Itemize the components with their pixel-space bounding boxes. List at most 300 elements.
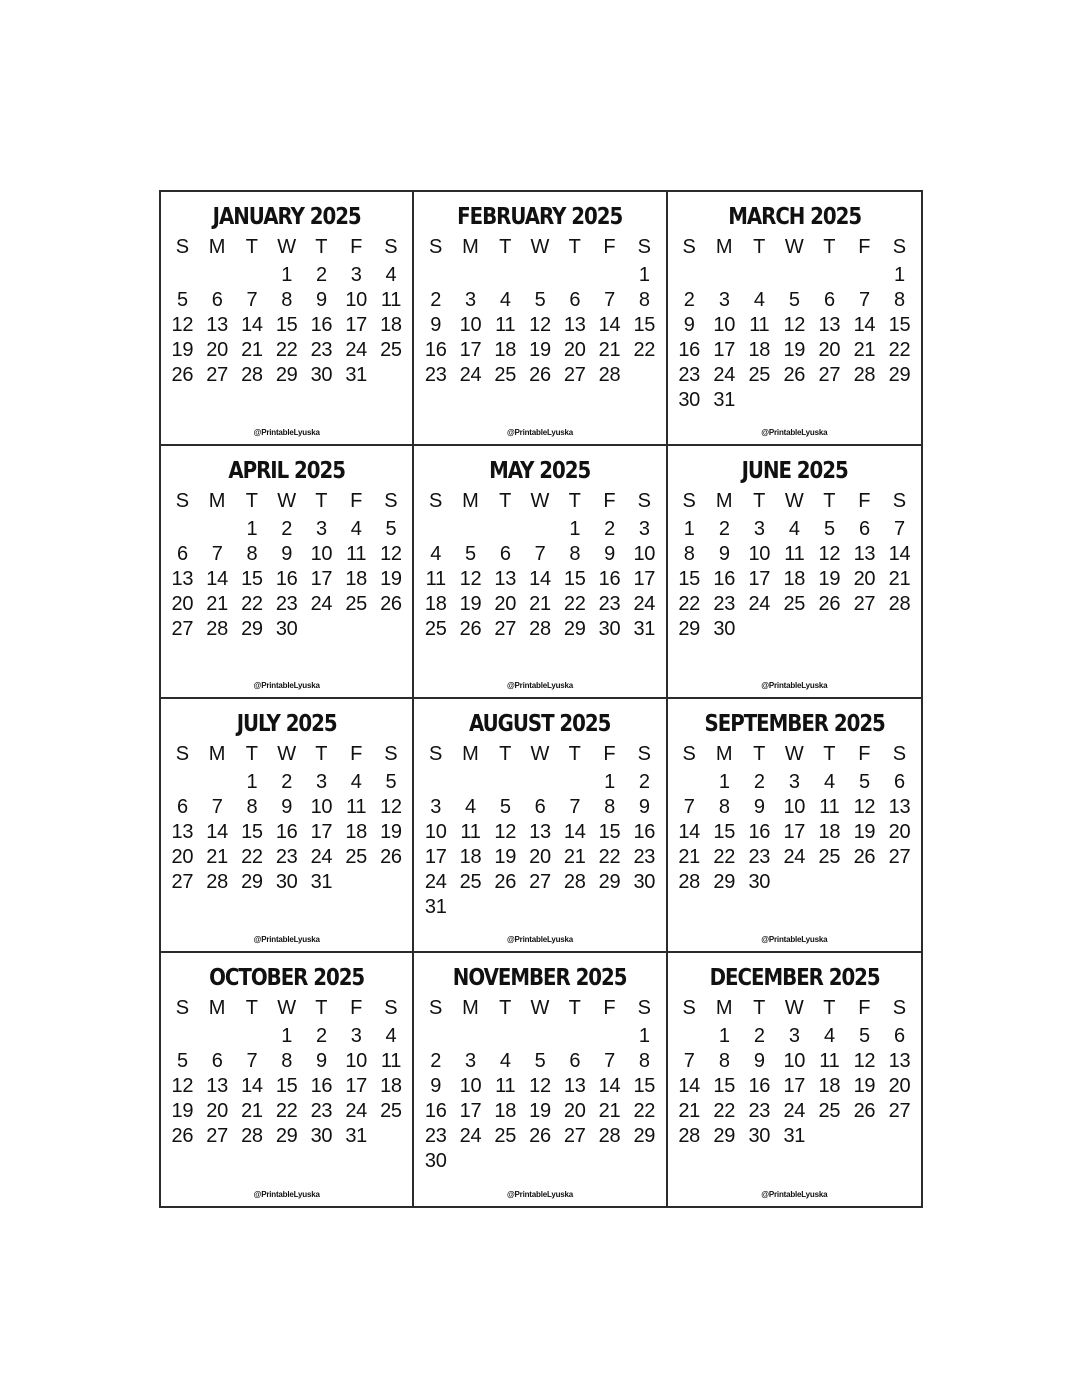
- weekday-label: F: [858, 996, 871, 1019]
- day-number: 25: [494, 364, 517, 386]
- day-number: 15: [241, 567, 263, 590]
- day-number: 23: [748, 846, 771, 868]
- weekday-label: S: [892, 743, 907, 765]
- day-number: 23: [310, 339, 333, 361]
- day-number: 15: [598, 821, 621, 843]
- day-number: 28: [206, 617, 228, 640]
- month-title: AUGUST 2025: [469, 711, 611, 737]
- day-number: 18: [424, 592, 447, 615]
- weekday-label: T: [315, 236, 328, 258]
- day-number: 15: [633, 1074, 656, 1097]
- day-number: 30: [633, 871, 656, 893]
- day-number: 27: [818, 364, 841, 386]
- day-number: 28: [853, 364, 876, 386]
- day-number: 8: [894, 289, 905, 311]
- empty-cell: [523, 1024, 558, 1049]
- day-number: 26: [494, 871, 517, 893]
- weekday-label: F: [603, 743, 616, 765]
- month-title: MARCH 2025: [727, 204, 861, 230]
- day-number: 6: [569, 289, 581, 311]
- day-number: 9: [604, 542, 615, 565]
- day-number: 9: [753, 796, 765, 818]
- day-number: 27: [206, 364, 228, 386]
- empty-cell: [235, 263, 270, 288]
- weekday-label: W: [277, 236, 297, 258]
- weekday-label: S: [429, 236, 443, 258]
- day-number: 22: [633, 339, 656, 361]
- day-number: 19: [529, 339, 551, 361]
- day-number: 29: [275, 1124, 298, 1147]
- day-number: 8: [718, 1049, 730, 1072]
- day-number: 26: [783, 364, 806, 386]
- day-number: 31: [345, 364, 367, 386]
- day-number: 22: [888, 339, 911, 361]
- weekday-label: T: [245, 743, 258, 765]
- day-number: 6: [211, 1049, 223, 1072]
- day-number: 10: [713, 314, 736, 336]
- day-number: 16: [310, 314, 333, 336]
- day-number: 7: [859, 289, 870, 311]
- month-block: [414, 953, 667, 1207]
- month-block: [668, 446, 921, 700]
- day-number: 9: [430, 314, 442, 336]
- credit-text: @PrintableLyuska: [253, 934, 320, 944]
- day-number: 6: [894, 771, 905, 793]
- day-number: 15: [633, 314, 656, 336]
- weekday-label: S: [682, 743, 696, 765]
- day-number: 14: [678, 821, 700, 843]
- weekday-label: T: [245, 236, 258, 258]
- day-number: 16: [275, 567, 298, 590]
- month-block: [414, 446, 667, 700]
- day-number: 17: [459, 1099, 482, 1122]
- day-number: 8: [638, 1049, 650, 1072]
- weekday-label: T: [245, 489, 258, 512]
- day-number: 4: [430, 542, 442, 565]
- day-number: 21: [598, 339, 621, 361]
- weekday-label: S: [892, 489, 907, 512]
- weekday-label: S: [175, 743, 190, 765]
- credit-text: @PrintableLyuska: [253, 427, 320, 437]
- day-number: 18: [459, 846, 482, 868]
- weekday-label: S: [892, 236, 907, 258]
- day-number: 14: [563, 821, 586, 843]
- empty-cell: [200, 263, 235, 288]
- weekday-label: S: [175, 996, 190, 1019]
- day-number: 2: [604, 517, 615, 540]
- day-number: 12: [853, 796, 876, 818]
- day-number: 20: [494, 592, 517, 615]
- day-number: 14: [853, 314, 876, 336]
- month-title: APRIL 2025: [228, 457, 345, 484]
- day-number: 29: [888, 364, 911, 386]
- day-number: 24: [713, 364, 736, 386]
- day-number: 17: [713, 339, 736, 361]
- day-number: 1: [569, 517, 581, 540]
- weekday-label: M: [462, 489, 479, 512]
- day-number: 12: [380, 796, 402, 818]
- day-number: 22: [713, 1099, 736, 1122]
- day-number: 13: [206, 1074, 228, 1097]
- day-number: 9: [718, 542, 730, 565]
- month-block: [668, 192, 921, 446]
- day-number: 25: [380, 339, 402, 361]
- empty-cell: [707, 263, 742, 288]
- empty-cell: [200, 517, 235, 542]
- day-number: 20: [171, 846, 194, 868]
- day-number: 20: [563, 1099, 586, 1122]
- day-number: 9: [281, 542, 293, 565]
- empty-cell: [592, 263, 627, 288]
- month-block: [668, 699, 921, 953]
- month-block: [668, 953, 921, 1207]
- day-number: 14: [529, 567, 551, 590]
- day-number: 28: [678, 871, 700, 893]
- day-number: 28: [563, 871, 586, 893]
- day-number: 27: [171, 617, 194, 640]
- weekday-label: F: [350, 236, 363, 258]
- weekday-label: S: [637, 489, 651, 512]
- day-number: 13: [494, 567, 517, 590]
- month-title: OCTOBER 2025: [209, 964, 365, 991]
- day-number: 24: [783, 846, 806, 868]
- day-number: 21: [241, 339, 263, 361]
- empty-cell: [672, 263, 707, 288]
- day-number: 15: [713, 821, 736, 843]
- day-number: 28: [598, 1124, 621, 1147]
- weekday-label: M: [462, 996, 479, 1019]
- day-number: 20: [818, 339, 841, 361]
- weekday-label: T: [499, 996, 512, 1019]
- day-number: 24: [459, 364, 482, 386]
- weekday-label: W: [784, 743, 804, 765]
- month-title: DECEMBER 2025: [709, 964, 880, 991]
- weekday-label: F: [603, 236, 616, 258]
- day-number: 1: [683, 517, 695, 540]
- empty-cell: [488, 1024, 523, 1049]
- day-number: 3: [350, 1024, 362, 1047]
- empty-cell: [557, 770, 592, 795]
- empty-cell: [165, 263, 200, 288]
- day-number: 12: [171, 314, 194, 336]
- weekday-label: M: [208, 236, 226, 258]
- day-number: 10: [783, 796, 806, 818]
- day-number: 30: [713, 617, 736, 640]
- day-number: 30: [748, 1124, 771, 1147]
- day-number: 30: [598, 617, 621, 640]
- day-number: 19: [171, 339, 194, 361]
- weekday-label: M: [462, 236, 479, 258]
- day-number: 6: [211, 289, 223, 311]
- day-number: 3: [430, 796, 442, 818]
- weekday-label: T: [823, 996, 836, 1019]
- day-number: 8: [683, 542, 695, 565]
- weekday-label: T: [315, 743, 328, 765]
- day-number: 29: [241, 617, 263, 640]
- empty-cell: [453, 1024, 488, 1049]
- day-number: 24: [310, 592, 333, 615]
- day-number: 20: [853, 567, 876, 590]
- day-number: 27: [529, 871, 551, 893]
- empty-cell: [165, 770, 200, 795]
- day-number: 22: [563, 592, 586, 615]
- day-number: 2: [638, 771, 650, 793]
- day-number: 24: [424, 871, 447, 893]
- day-number: 1: [718, 771, 730, 793]
- day-number: 5: [385, 517, 397, 540]
- day-number: 25: [459, 871, 482, 893]
- empty-cell: [165, 1024, 200, 1049]
- day-number: 10: [459, 314, 482, 336]
- day-grid: [672, 232, 917, 413]
- day-number: 26: [459, 617, 482, 640]
- day-number: 18: [494, 339, 517, 361]
- day-number: 21: [241, 1099, 263, 1122]
- day-number: 26: [529, 364, 551, 386]
- day-number: 2: [753, 771, 765, 793]
- day-number: 26: [818, 592, 841, 615]
- day-number: 10: [748, 542, 771, 565]
- day-number: 6: [534, 796, 546, 818]
- day-number: 12: [494, 821, 517, 843]
- day-number: 25: [748, 364, 771, 386]
- month-title: JULY 2025: [236, 711, 337, 737]
- day-number: 1: [246, 771, 258, 793]
- day-number: 27: [888, 1099, 911, 1122]
- weekday-label: S: [637, 743, 651, 765]
- day-number: 19: [853, 821, 876, 843]
- day-number: 3: [465, 289, 476, 311]
- day-number: 2: [316, 1024, 327, 1047]
- month-title: NOVEMBER 2025: [453, 964, 627, 991]
- weekday-label: F: [603, 996, 616, 1019]
- day-number: 12: [853, 1049, 876, 1072]
- weekday-label: M: [208, 489, 226, 512]
- day-number: 18: [783, 567, 806, 590]
- empty-cell: [523, 517, 558, 542]
- credit-text: @PrintableLyuska: [253, 1190, 320, 1199]
- day-number: 10: [345, 289, 367, 311]
- day-number: 18: [345, 821, 367, 843]
- day-number: 5: [534, 289, 546, 311]
- day-number: 20: [206, 339, 228, 361]
- day-number: 5: [823, 517, 835, 540]
- day-number: 7: [211, 796, 223, 818]
- day-number: 4: [499, 289, 511, 311]
- weekday-label: T: [499, 236, 512, 258]
- day-number: 21: [678, 1099, 700, 1122]
- day-number: 3: [788, 771, 800, 793]
- day-number: 20: [171, 592, 194, 615]
- day-number: 17: [783, 821, 806, 843]
- day-number: 11: [495, 1074, 516, 1097]
- day-number: 13: [818, 314, 841, 336]
- day-number: 4: [823, 771, 835, 793]
- month-block: [161, 699, 414, 953]
- day-number: 8: [638, 289, 650, 311]
- day-number: 5: [176, 1049, 188, 1072]
- weekday-label: M: [462, 743, 479, 765]
- day-number: 17: [459, 339, 482, 361]
- day-number: 5: [465, 542, 476, 565]
- day-number: 18: [818, 821, 841, 843]
- day-number: 4: [465, 796, 476, 818]
- weekday-label: M: [208, 743, 226, 765]
- month-block: [161, 192, 414, 446]
- day-number: 15: [241, 821, 263, 843]
- weekday-label: W: [530, 996, 550, 1019]
- empty-cell: [418, 1024, 453, 1049]
- day-number: 31: [633, 617, 656, 640]
- day-number: 8: [281, 1049, 293, 1072]
- day-number: 25: [345, 592, 367, 615]
- weekday-label: S: [429, 489, 443, 512]
- day-number: 22: [678, 592, 700, 615]
- day-number: 12: [529, 1074, 551, 1097]
- weekday-label: T: [753, 996, 766, 1019]
- day-number: 29: [241, 871, 263, 893]
- day-grid: [165, 739, 408, 895]
- weekday-label: F: [350, 489, 363, 512]
- day-number: 28: [206, 871, 228, 893]
- credit-text: @PrintableLyuska: [761, 1190, 828, 1199]
- weekday-label: F: [858, 236, 871, 258]
- day-number: 18: [818, 1074, 841, 1097]
- day-number: 27: [888, 846, 911, 868]
- month-title: JUNE 2025: [741, 457, 848, 484]
- empty-cell: [453, 770, 488, 795]
- day-number: 28: [529, 617, 551, 640]
- day-number: 3: [316, 771, 327, 793]
- day-grid: [418, 232, 661, 388]
- day-number: 12: [380, 542, 402, 565]
- day-number: 11: [495, 314, 516, 336]
- day-number: 14: [888, 542, 911, 565]
- day-grid: [418, 739, 661, 920]
- day-number: 16: [275, 821, 298, 843]
- weekday-label: S: [429, 996, 443, 1019]
- day-number: 20: [563, 339, 586, 361]
- day-number: 13: [206, 314, 228, 336]
- day-number: 21: [206, 846, 228, 868]
- day-number: 1: [281, 264, 293, 286]
- day-number: 7: [604, 289, 615, 311]
- empty-cell: [200, 770, 235, 795]
- day-number: 27: [206, 1124, 228, 1147]
- empty-cell: [523, 263, 558, 288]
- day-number: 19: [380, 567, 402, 590]
- day-number: 29: [713, 1124, 736, 1147]
- day-number: 18: [494, 1099, 517, 1122]
- day-number: 2: [281, 771, 293, 793]
- day-number: 12: [529, 314, 551, 336]
- day-number: 11: [346, 542, 367, 565]
- day-number: 19: [529, 1099, 551, 1122]
- day-number: 3: [350, 264, 362, 286]
- empty-cell: [847, 263, 882, 288]
- empty-cell: [418, 770, 453, 795]
- day-number: 2: [281, 517, 293, 540]
- weekday-label: T: [753, 489, 766, 512]
- day-number: 6: [176, 542, 188, 565]
- weekday-label: T: [568, 743, 581, 765]
- day-number: 23: [713, 592, 736, 615]
- day-number: 19: [380, 821, 402, 843]
- day-number: 26: [853, 846, 876, 868]
- day-number: 17: [783, 1074, 806, 1097]
- day-number: 24: [310, 846, 333, 868]
- empty-cell: [557, 1024, 592, 1049]
- month-title: SEPTEMBER 2025: [704, 711, 885, 737]
- day-number: 18: [380, 1074, 402, 1097]
- credit-text: @PrintableLyuska: [506, 681, 574, 690]
- day-number: 30: [310, 1124, 333, 1147]
- day-number: 17: [424, 846, 447, 868]
- day-number: 10: [310, 796, 333, 818]
- day-number: 24: [783, 1099, 806, 1122]
- day-number: 24: [459, 1124, 482, 1147]
- day-number: 22: [241, 846, 263, 868]
- day-number: 15: [678, 567, 700, 590]
- day-number: 27: [563, 364, 586, 386]
- day-number: 14: [206, 821, 228, 843]
- weekday-label: S: [384, 743, 398, 765]
- credit-text: @PrintableLyuska: [506, 1190, 574, 1199]
- weekday-label: S: [637, 236, 651, 258]
- day-number: 18: [380, 314, 402, 336]
- weekday-label: W: [530, 743, 550, 765]
- day-number: 10: [345, 1049, 367, 1072]
- day-number: 3: [638, 517, 650, 540]
- day-number: 21: [563, 846, 586, 868]
- day-number: 1: [718, 1024, 730, 1047]
- day-number: 2: [753, 1024, 765, 1047]
- day-number: 15: [275, 314, 298, 336]
- day-number: 11: [380, 1049, 402, 1072]
- day-number: 13: [563, 314, 586, 336]
- day-number: 14: [206, 567, 228, 590]
- day-number: 5: [176, 289, 188, 311]
- day-number: 27: [853, 592, 876, 615]
- day-number: 16: [678, 339, 700, 361]
- day-number: 19: [783, 339, 806, 361]
- day-number: 5: [788, 289, 800, 311]
- weekday-label: T: [753, 236, 766, 258]
- empty-cell: [672, 770, 707, 795]
- day-number: 4: [499, 1049, 511, 1072]
- empty-cell: [235, 1024, 270, 1049]
- day-number: 23: [633, 846, 656, 868]
- month-title: MAY 2025: [489, 457, 591, 484]
- day-number: 9: [683, 314, 695, 336]
- day-number: 11: [425, 567, 446, 590]
- weekday-label: S: [682, 236, 696, 258]
- weekday-label: S: [682, 489, 696, 512]
- day-number: 26: [529, 1124, 551, 1147]
- day-number: 20: [888, 1074, 911, 1097]
- day-number: 30: [678, 389, 700, 411]
- day-number: 9: [753, 1049, 765, 1072]
- day-number: 11: [749, 314, 770, 336]
- empty-cell: [777, 263, 812, 288]
- day-number: 23: [678, 364, 700, 386]
- day-number: 29: [275, 364, 298, 386]
- day-number: 13: [563, 1074, 586, 1097]
- day-number: 27: [494, 617, 517, 640]
- day-number: 19: [459, 592, 482, 615]
- day-number: 16: [598, 567, 621, 590]
- day-number: 24: [748, 592, 771, 615]
